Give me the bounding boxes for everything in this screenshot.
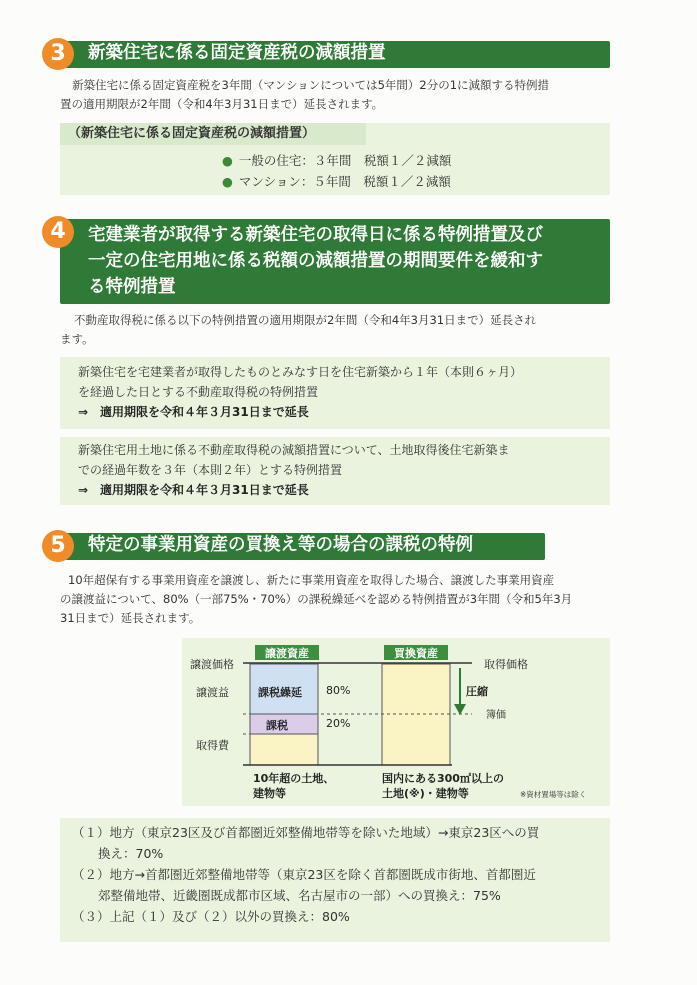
item-text: マンション：５年間 税額１／２減額	[238, 174, 451, 189]
title-line: る特例措置	[88, 277, 176, 297]
extension-note: ⇒ 適用期限を令和４年３月31日まで延長	[78, 483, 309, 497]
label-price: 譲渡価格	[190, 658, 234, 671]
item-text: 一般の住宅：３年間 税額１／２減額	[238, 153, 452, 168]
body-line: 不動産取得税に係る以下の特例措置の適用期限が2年間（令和4年3月31日まで）延長され	[74, 313, 537, 327]
sold-header: 譲渡資産	[265, 647, 309, 660]
body-line: 31日まで）延長されます。	[60, 611, 201, 625]
list-item: 郊整備地帯、近畿圏既成都市区域、名古屋市の一部）への買換え：75%	[98, 888, 501, 903]
body-line: 置の適用期限が2年間（令和4年3月31日まで）延長されます。	[60, 97, 384, 111]
bullet-icon: ●	[222, 174, 233, 189]
list-item: 換え：70%	[98, 846, 164, 861]
body-line: 新築住宅に係る固定資産税を3年間（マンションについては5年間）2分の1に減額する特例措	[72, 78, 550, 92]
label-taxed-pct: 20%	[326, 717, 351, 730]
section-3-title: 新築住宅に係る固定資産税の減額措置	[60, 41, 610, 68]
list-item: （１）地方（東京23区及び首都圏近郊整備地帯等を除いた地域）→東京23区への買	[72, 825, 540, 840]
section-number-3: 3	[42, 38, 74, 70]
section-number-5: 5	[42, 530, 74, 562]
body-line: 10年超保有する事業用資産を譲渡し、新たに事業用資産を取得した場合、譲渡した事業用資産	[68, 573, 555, 587]
label-compress: 圧縮	[466, 685, 488, 698]
compress-arrow-icon	[454, 704, 466, 715]
sold-caption-1: 10年超の土地、	[253, 772, 335, 785]
list-item: （２）地方→首都圏近郊整備地帯等（東京23区を除く首都圏既成市街地、首都圏近	[72, 867, 536, 882]
label-taxed: 課税	[266, 719, 288, 732]
section-5-title: 特定の事業用資産の買換え等の場合の課税の特例	[60, 533, 545, 560]
list-item: （３）上記（１）及び（２）以外の買換え：80%	[72, 909, 350, 924]
section-5-list-panel	[60, 818, 610, 942]
sold-caption-2: 建物等	[253, 787, 286, 800]
section-number-4: 4	[42, 216, 74, 248]
label-deferral-pct: 80%	[326, 684, 351, 697]
bought-block	[382, 664, 450, 765]
bullet-icon: ●	[222, 153, 233, 168]
body-line: ます。	[60, 332, 94, 346]
box-line: を経過した日とする不動産取得税の特例措置	[78, 385, 319, 399]
box-line: での経過年数を３年（本則２年）とする特例措置	[78, 463, 343, 477]
label-acquisition-price: 取得価格	[484, 658, 528, 671]
label-gain: 譲渡益	[196, 686, 229, 699]
cost-block	[250, 734, 318, 765]
box-line: 新築住宅用土地に係る不動産取得税の減額措置について、土地取得後住宅新築ま	[78, 443, 510, 457]
extension-note: ⇒ 適用期限を令和４年３月31日まで延長	[78, 405, 309, 419]
body-line: の譲渡益について、80%（一部75%・70%）の課税繰延べを認める特例措置が3年間（令和5年3月	[60, 592, 573, 606]
title-line: 一定の住宅用地に係る税額の減額措置の期間要件を緩和す	[88, 251, 543, 271]
title-line: 宅建業者が取得する新築住宅の取得日に係る特例措置及び	[88, 225, 543, 245]
section-3-box-title: （新築住宅に係る固定資産税の減額措置）	[60, 123, 366, 145]
bought-header: 買換資産	[394, 647, 438, 660]
label-deferral: 課税繰延	[258, 686, 302, 699]
bought-caption-2: 土地(※)・建物等	[382, 787, 469, 800]
label-book-value: 簿価	[486, 710, 506, 721]
label-cost: 取得費	[196, 739, 229, 752]
box-line: 新築住宅を宅建業者が取得したものとみなす日を住宅新築から１年（本則６ヶ月）	[78, 365, 523, 379]
diagram-note: ※資材置場等は除く	[520, 790, 587, 799]
bought-caption-1: 国内にある300㎡以上の	[382, 772, 504, 785]
